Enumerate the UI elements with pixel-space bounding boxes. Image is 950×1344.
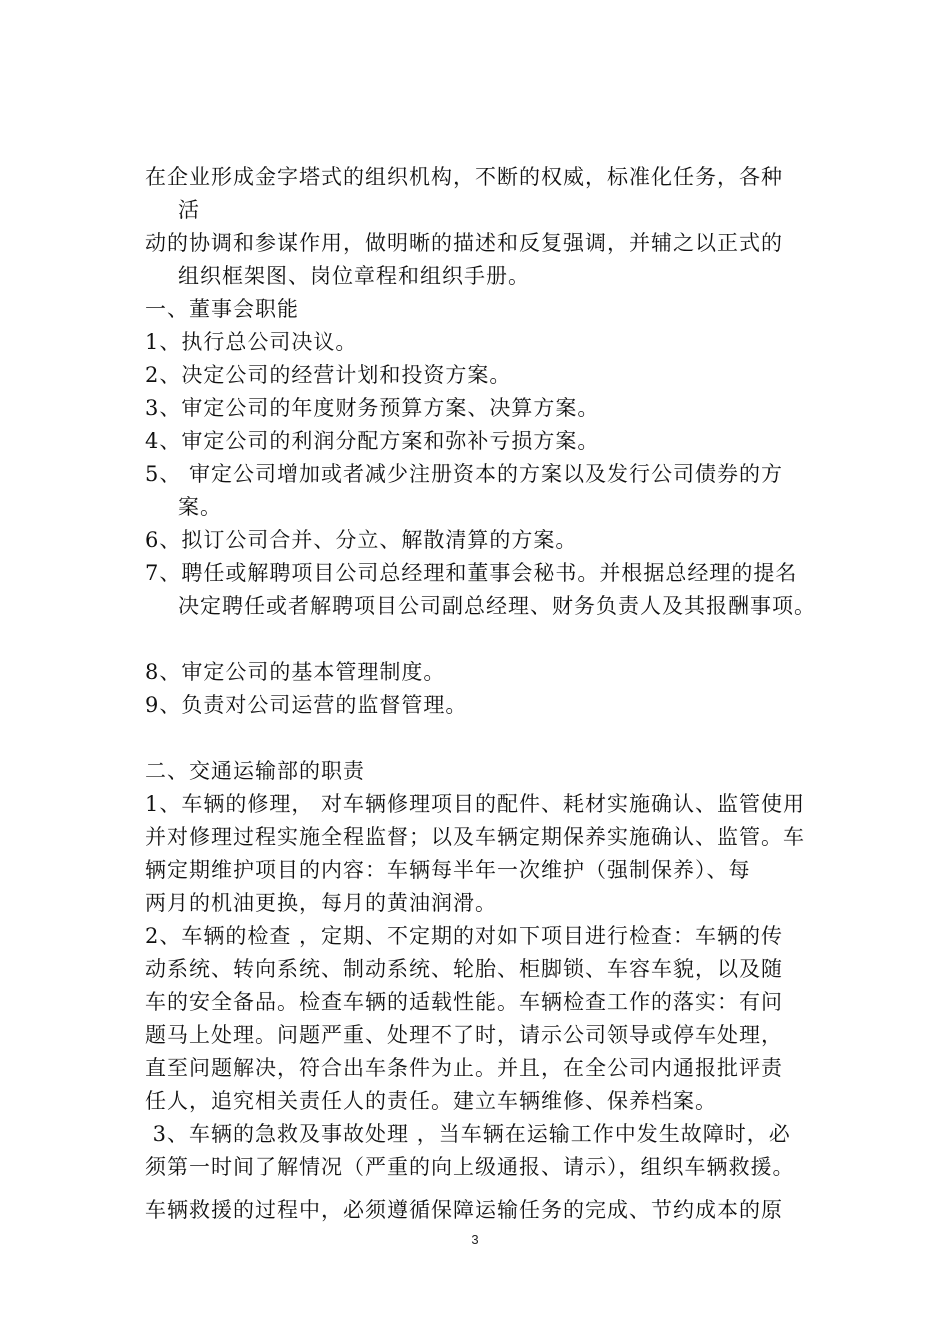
- paragraph-line: 题马上处理。问题严重、处理不了时，请示公司领导或停车处理，: [145, 1023, 783, 1047]
- paragraph-line: 两月的机油更换，每月的黄油润滑。: [145, 891, 497, 915]
- paragraph-line: 车辆救援的过程中，必须遵循保障运输任务的完成、节约成本的原: [145, 1198, 783, 1222]
- section-heading-board: 一、董事会职能: [145, 297, 299, 321]
- list-item: 5、 审定公司增加或者减少注册资本的方案以及发行公司债券的方: [145, 462, 784, 486]
- list-item: 2、决定公司的经营计划和投资方案。: [145, 363, 512, 387]
- paragraph-line: 动的协调和参谋作用，做明晰的描述和反复强调，并辅之以正式的: [145, 231, 783, 255]
- paragraph-line: 3、车辆的急救及事故处理 ，当车辆在运输工作中发生故障时，必: [145, 1122, 791, 1146]
- list-item: 7、聘任或解聘项目公司总经理和董事会秘书。并根据总经理的提名: [145, 561, 798, 585]
- paragraph-line: 组织框架图、岗位章程和组织手册。: [178, 264, 530, 288]
- list-item: 1、执行总公司决议。: [145, 330, 358, 354]
- list-item-continuation: 决定聘任或者解聘项目公司副总经理、财务负责人及其报酬事项。: [178, 594, 816, 618]
- paragraph-line: 辆定期维护项目的内容：车辆每半年一次维护（强制保养）、每: [145, 858, 751, 882]
- paragraph-line: 2、车辆的检查 ，定期、不定期的对如下项目进行检查：车辆的传: [145, 924, 784, 948]
- paragraph-line: 1、车辆的修理， 对车辆修理项目的配件、耗材实施确认、监管使用: [145, 792, 806, 816]
- list-item: 4、审定公司的利润分配方案和弥补亏损方案。: [145, 429, 600, 453]
- paragraph-line: 在企业形成金字塔式的组织机构，不断的权威，标准化任务，各种: [145, 165, 783, 189]
- list-item: 3、审定公司的年度财务预算方案、决算方案。: [145, 396, 600, 420]
- section-heading-transport: 二、交通运输部的职责: [145, 759, 365, 783]
- paragraph-line: 车的安全备品。检查车辆的适载性能。车辆检查工作的落实：有问: [145, 990, 783, 1014]
- list-item: 8、审定公司的基本管理制度。: [145, 660, 446, 684]
- list-item: 6、拟订公司合并、分立、解散清算的方案。: [145, 528, 578, 552]
- paragraph-line: 须第一时间了解情况（严重的向上级通报、请示），组织车辆救援。: [145, 1155, 795, 1179]
- paragraph-line: 动系统、转向系统、制动系统、轮胎、柜脚锁、车容车貌，以及随: [145, 957, 783, 981]
- list-item-continuation: 案。: [178, 495, 222, 519]
- paragraph-line: 直至问题解决，符合出车条件为止。并且，在全公司内通报批评责: [145, 1056, 783, 1080]
- page-number: 3: [471, 1232, 479, 1247]
- paragraph-line: 活: [178, 198, 200, 222]
- list-item: 9、负责对公司运营的监督管理。: [145, 693, 468, 717]
- paragraph-line: 任人，追究相关责任人的责任。建立车辆维修、保养档案。: [145, 1089, 717, 1113]
- paragraph-line: 并对修理过程实施全程监督；以及车辆定期保养实施确认、监管。车: [145, 825, 805, 849]
